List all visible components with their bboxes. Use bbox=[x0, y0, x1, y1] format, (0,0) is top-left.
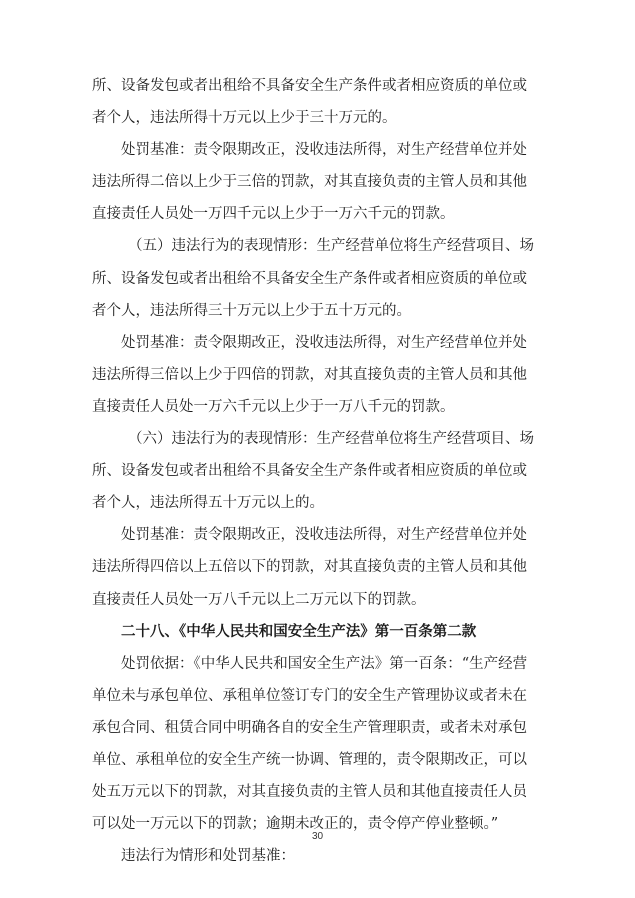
section-heading: 二十八、《中华人民共和国安全生产法》第一百条第二款 bbox=[121, 622, 477, 640]
text-line: 者个人，违法所得十万元以上少于三十万元的。 bbox=[92, 110, 397, 127]
text-line: 处罚基准：责令限期改正，没收违法所得，对生产经营单位并处 bbox=[121, 334, 527, 351]
text-line: 处罚依据：《中华人民共和国安全生产法》第一百条：“生产经营 bbox=[121, 655, 528, 672]
text-line: 单位、承租单位的安全生产统一协调、管理的，责令限期改正，可以 bbox=[92, 751, 527, 768]
document-body bbox=[92, 70, 548, 872]
page-number: 30 bbox=[311, 831, 324, 842]
text-line: 处罚基准：责令限期改正，没收违法所得，对生产经营单位并处 bbox=[121, 142, 527, 159]
text-line: 可以处一万元以下的罚款；逾期未改正的，责令停产停业整顿。” bbox=[92, 816, 499, 833]
text-line: 处罚基准：责令限期改正，没收违法所得，对生产经营单位并处 bbox=[121, 527, 527, 544]
text-line: 单位未与承包单位、承租单位签订专门的安全生产管理协议或者未在 bbox=[92, 687, 527, 704]
text-line: 所、设备发包或者出租给不具备安全生产条件或者相应资质的单位或 bbox=[92, 270, 527, 287]
text-line: 者个人，违法所得三十万元以上少于五十万元的。 bbox=[92, 302, 411, 319]
text-line: 直接责任人员处一万八千元以上二万元以下的罚款。 bbox=[92, 591, 426, 608]
text-line: 违法行为情形和处罚基准： bbox=[121, 848, 295, 865]
text-line: 承包合同、租赁合同中明确各自的安全生产管理职责，或者未对承包 bbox=[92, 719, 527, 736]
text-line: （六）违法行为的表现情形：生产经营单位将生产经营项目、场 bbox=[128, 431, 534, 448]
text-line: 违法所得二倍以上少于三倍的罚款，对其直接负责的主管人员和其他 bbox=[92, 174, 527, 191]
text-line: 直接责任人员处一万四千元以上少于一万六千元的罚款。 bbox=[92, 206, 455, 223]
text-line: 违法所得三倍以上少于四倍的罚款，对其直接负责的主管人员和其他 bbox=[92, 366, 527, 383]
text-line: 所、设备发包或者出租给不具备安全生产条件或者相应资质的单位或 bbox=[92, 78, 527, 94]
text-line: 所、设备发包或者出租给不具备安全生产条件或者相应资质的单位或 bbox=[92, 463, 527, 480]
text-line: 者个人，违法所得五十万元以上的。 bbox=[92, 495, 324, 512]
text-line: 直接责任人员处一万六千元以上少于一万八千元的罚款。 bbox=[92, 398, 455, 415]
text-line: 违法所得四倍以上五倍以下的罚款，对其直接负责的主管人员和其他 bbox=[92, 559, 527, 576]
text-line: 处五万元以下的罚款，对其直接负责的主管人员和其他直接责任人员 bbox=[92, 784, 527, 801]
text-line: （五）违法行为的表现情形：生产经营单位将生产经营项目、场 bbox=[128, 238, 534, 255]
